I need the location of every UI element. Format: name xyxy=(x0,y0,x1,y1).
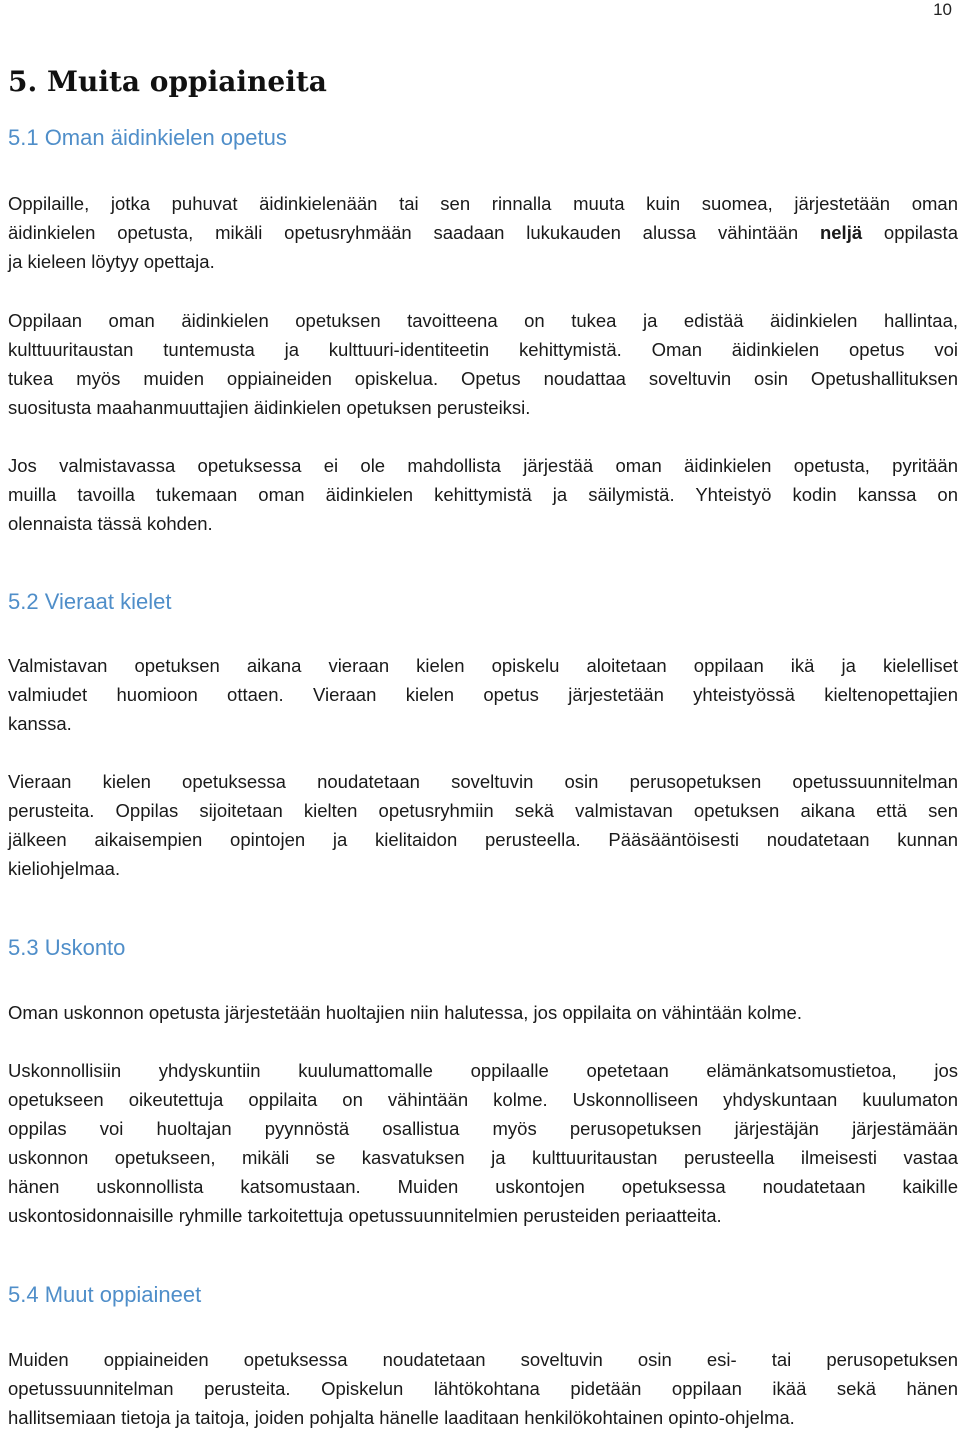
text-line xyxy=(8,1172,958,1201)
text-segment: oppilas voi huoltajan pyynnöstä osallistua myös perusopetuksen järjestäjän järjestämään xyxy=(8,1118,958,1139)
section-heading: 5.4 Muut oppiaineet xyxy=(8,1282,202,1307)
text-segment: Valmistavan opetuksen aikana vieraan kielen opiskelu aloitetaan oppilaan ikä ja kielelliset xyxy=(8,655,958,676)
section-heading: 5.1 Oman äidinkielen opetus xyxy=(8,125,287,150)
text-line xyxy=(8,1114,958,1143)
text-line xyxy=(8,796,958,825)
paragraph xyxy=(8,1345,958,1432)
text-segment: kieliohjelmaa. xyxy=(8,858,121,879)
text-line xyxy=(8,767,958,796)
text-line xyxy=(8,1085,958,1114)
paragraph xyxy=(8,998,958,1027)
text-segment: Oman uskonnon opetusta järjestetään huoltajien niin halutessa, jos oppilaita on vähintään kolme. xyxy=(8,1002,802,1023)
bold-text: neljä xyxy=(819,222,863,243)
paragraph xyxy=(8,651,958,738)
text-segment: Oppilaan oman äidinkielen opetuksen tavoitteena on tukea ja edistää äidinkielen hallintaa, xyxy=(8,310,958,331)
text-line xyxy=(8,1374,958,1403)
text-line xyxy=(8,854,958,883)
text-segment: hallitsemiaan tietoja ja taitoja, joiden pohjalta hänelle laaditaan henkilökohtainen opinto-ohjelma. xyxy=(8,1407,795,1428)
text-line xyxy=(8,825,958,854)
text-segment: valmiudet huomioon ottaen. Vieraan kielen opetus järjestetään yhteistyössä kieltenopettajien xyxy=(8,684,958,705)
text-line xyxy=(8,998,958,1027)
text-line xyxy=(8,335,958,364)
paragraph xyxy=(8,767,958,883)
text-segment: muilla tavoilla tukemaan oman äidinkielen kehittymistä ja säilymistä. Yhteistyö kodin kanssa on xyxy=(8,484,958,505)
chapter-title: 5. Muita oppiaineita xyxy=(8,65,327,98)
section-heading: 5.2 Vieraat kielet xyxy=(8,589,172,614)
text-segment: opetukseen oikeutettuja oppilaita on vähintään kolme. Uskonnolliseen yhdyskuntaan kuulumaton xyxy=(8,1089,958,1110)
text-line xyxy=(8,480,958,509)
text-segment: kanssa. xyxy=(8,713,72,734)
text-segment: jälkeen aikaisempien opintojen ja kielitaidon perusteella. Pääsääntöisesti noudatetaan kunnan xyxy=(8,829,958,850)
text-line xyxy=(8,680,958,709)
text-segment: suositusta maahanmuuttajien äidinkielen opetuksen perusteiksi. xyxy=(8,397,531,418)
text-segment: Jos valmistavassa opetuksessa ei ole mahdollista järjestää oman äidinkielen opetusta, pyritään xyxy=(8,455,958,476)
text-line xyxy=(8,1056,958,1085)
text-line xyxy=(8,393,958,422)
text-segment: ja kieleen löytyy opettaja. xyxy=(8,251,215,272)
text-line xyxy=(8,709,958,738)
text-line xyxy=(8,1403,958,1432)
text-segment: tukea myös muiden oppiaineiden opiskelua. Opetus noudattaa soveltuvin osin Opetushallituksen xyxy=(8,368,958,389)
text-line xyxy=(8,247,958,276)
text-segment: Muiden oppiaineiden opetuksessa noudatetaan soveltuvin osin esi- tai perusopetuksen xyxy=(8,1349,958,1370)
text-line xyxy=(8,1345,958,1374)
text-line xyxy=(8,306,958,335)
text-line xyxy=(8,364,958,393)
text-line xyxy=(8,509,958,538)
text-segment: perusteita. Oppilas sijoitetaan kielten opetusryhmiin sekä valmistavan opetuksen aikana että sen xyxy=(8,800,958,821)
paragraph xyxy=(8,451,958,538)
text-segment: olennaista tässä kohden. xyxy=(8,513,213,534)
text-segment: hänen uskonnollista katsomustaan. Muiden uskontojen opetuksessa noudatetaan kaikille xyxy=(8,1176,958,1197)
text-line xyxy=(8,189,958,218)
text-segment: uskonnon opetukseen, mikäli se kasvatuksen ja kulttuuritaustan perusteella ilmeisesti vastaa xyxy=(8,1147,958,1168)
text-segment: Vieraan kielen opetuksessa noudatetaan soveltuvin osin perusopetuksen opetussuunnitelman xyxy=(8,771,958,792)
text-segment: oppilasta xyxy=(862,222,958,243)
text-line xyxy=(8,651,958,680)
paragraph xyxy=(8,189,958,276)
text-segment: opetussuunnitelman perusteita. Opiskelun lähtökohtana pidetään oppilaan ikää sekä hänen xyxy=(8,1378,958,1399)
page-number: 10 xyxy=(933,0,952,19)
text-segment: äidinkielen opetusta, mikäli opetusryhmään saadaan lukukauden alussa vähintään xyxy=(8,222,820,243)
section-heading: 5.3 Uskonto xyxy=(8,935,126,960)
text-line xyxy=(8,1201,958,1230)
paragraph xyxy=(8,1056,958,1230)
text-line xyxy=(8,451,958,480)
text-segment: kulttuuritaustan tuntemusta ja kulttuuri-identiteetin kehittymistä. Oman äidinkielen opetus voi xyxy=(8,339,958,360)
text-line xyxy=(8,1143,958,1172)
text-segment: Uskonnollisiin yhdyskuntiin kuulumattomalle oppilaalle opetetaan elämänkatsomustietoa, jos xyxy=(8,1060,958,1081)
text-segment: uskontosidonnaisille ryhmille tarkoitettuja opetussuunnitelmien perusteiden periaatteita. xyxy=(8,1205,722,1226)
paragraph xyxy=(8,306,958,422)
text-line xyxy=(8,218,958,247)
text-segment: Oppilaille, jotka puhuvat äidinkielenään tai sen rinnalla muuta kuin suomea, järjestetään oman xyxy=(8,193,958,214)
